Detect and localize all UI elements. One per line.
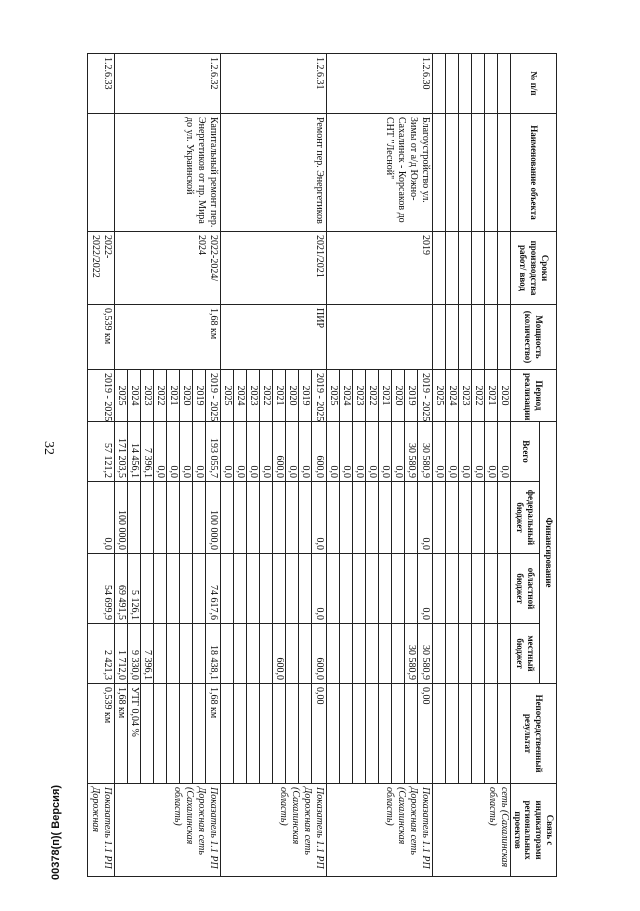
cell-federal: 100 000,0 — [205, 482, 220, 554]
cell-total: 0,0 — [298, 422, 311, 482]
cell-total: 0,0 — [365, 422, 378, 482]
cell-total: 0,0 — [326, 422, 339, 482]
cell-federal — [153, 482, 166, 554]
cell-period: 2022 — [259, 370, 272, 422]
cell-federal: 0,0 — [87, 482, 114, 554]
cell-local — [166, 624, 179, 684]
cell-federal — [365, 482, 378, 554]
cell-period: 2025 — [326, 370, 339, 422]
cell-total: 0,0 — [497, 422, 510, 482]
table-row: 2025 0,0 — [432, 54, 445, 877]
cell-num — [497, 54, 510, 114]
cell-result — [404, 684, 417, 784]
cell-regional — [391, 554, 404, 624]
cell-regional — [272, 554, 285, 624]
cell-period: 2023 — [140, 370, 153, 422]
cell-federal — [272, 482, 285, 554]
table-row — [497, 54, 510, 877]
cell-federal — [352, 482, 365, 554]
cell-local: 9 330,0 — [127, 624, 140, 684]
cell-federal: 0,0 — [417, 482, 432, 554]
cell-local — [153, 624, 166, 684]
cell-total: 14 456,1 — [127, 422, 140, 482]
cell-period: 2024 — [127, 370, 140, 422]
cell-local — [326, 624, 339, 684]
cell-period: 2024 — [339, 370, 352, 422]
col-header-num: № п/п — [510, 54, 556, 114]
cell-local: 1 712,0 — [114, 624, 127, 684]
cell-period: 2021 — [272, 370, 285, 422]
cell-result — [140, 684, 153, 784]
cell-total: 57 121,2 — [87, 422, 114, 482]
cell-local — [233, 624, 246, 684]
table-row: 2024 0,0 — [445, 54, 458, 877]
cell-capacity — [326, 305, 432, 370]
cell-local: 30 580,9 — [417, 624, 432, 684]
cell-regional: 74 617,6 — [205, 554, 220, 624]
cell-local — [259, 624, 272, 684]
cell-regional — [166, 554, 179, 624]
cell-period: 2023 — [246, 370, 259, 422]
cell-regional — [365, 554, 378, 624]
cell-total: 0,0 — [233, 422, 246, 482]
cell-result: УТГ 0,04 % — [127, 684, 140, 784]
cell-regional — [339, 554, 352, 624]
cell-result: 0,539 км — [87, 684, 114, 784]
cell-result: 1,68 км — [114, 684, 127, 784]
cell-regional: 54 699,9 — [87, 554, 114, 624]
col-header-result: Непосредственный результат — [510, 684, 556, 784]
cell-local: 600,0 — [272, 624, 285, 684]
cell-link: Показатель 1.1 РП Дорожная сеть (Сахалинская область) — [220, 784, 326, 877]
cell-result — [233, 684, 246, 784]
cell-federal — [246, 482, 259, 554]
cell-result — [326, 684, 339, 784]
cell-regional: 0,0 — [311, 554, 326, 624]
rotated-page-content — [57, 53, 557, 876]
cell-terms: 2022- 2022/2022 — [87, 232, 114, 305]
cell-total: 171 203,5 — [114, 422, 127, 482]
cell-terms: 2021/2021 — [220, 232, 326, 305]
cell-regional — [192, 554, 205, 624]
cell-regional: 69 491,5 — [114, 554, 127, 624]
cell-total: 0,0 — [352, 422, 365, 482]
cell-regional — [326, 554, 339, 624]
cell-period: 2019 - 2025 — [417, 370, 432, 422]
cell-federal — [339, 482, 352, 554]
cell-period: 2020 — [497, 370, 510, 422]
cell-total: 0,0 — [153, 422, 166, 482]
cell-link: Показатель 1.1 РП Дорожная — [87, 784, 114, 877]
cell-regional — [404, 554, 417, 624]
cell-period: 2019 — [298, 370, 311, 422]
cell-result — [179, 684, 192, 784]
cell-total: 0,0 — [259, 422, 272, 482]
cell-period: 2020 — [179, 370, 192, 422]
cell-result — [259, 684, 272, 784]
cell-result — [298, 684, 311, 784]
cell-federal — [285, 482, 298, 554]
cell-federal — [220, 482, 233, 554]
cell-local — [246, 624, 259, 684]
cell-capacity: 1,68 км — [114, 305, 220, 370]
cell-period: 2024 — [233, 370, 246, 422]
cell-period: 2020 — [391, 370, 404, 422]
cell-federal — [179, 482, 192, 554]
cell-regional — [259, 554, 272, 624]
cell-link: Показатель 1.1 РП Дорожная сеть (Сахалинская область) — [326, 784, 432, 877]
table-row: 2023 0,0 — [458, 54, 471, 877]
cell-regional — [378, 554, 391, 624]
cell-local — [497, 624, 510, 684]
cell-local: 30 580,9 — [404, 624, 417, 684]
cell-period: 2025 — [114, 370, 127, 422]
table-row — [311, 54, 326, 877]
cell-result — [339, 684, 352, 784]
cell-federal — [404, 482, 417, 554]
col-header-local: местный бюджет — [510, 624, 540, 684]
cell-name — [87, 114, 114, 232]
cell-local: 7 396,1 — [140, 624, 153, 684]
cell-num: 1.2.6.33 — [87, 54, 114, 114]
cell-total: 193 055,7 — [205, 422, 220, 482]
cell-regional — [140, 554, 153, 624]
cell-regional: 5 126,1 — [127, 554, 140, 624]
cell-result — [272, 684, 285, 784]
cell-capacity: ПИР — [220, 305, 326, 370]
cell-total: 0,0 — [179, 422, 192, 482]
cell-regional — [153, 554, 166, 624]
cell-total: 0,0 — [166, 422, 179, 482]
table-row — [87, 54, 114, 877]
cell-name: Ремонт пер. Энергетиков — [220, 114, 326, 232]
cell-name — [497, 114, 510, 232]
cell-total: 0,0 — [285, 422, 298, 482]
cell-result — [246, 684, 259, 784]
cell-federal — [127, 482, 140, 554]
table-row: 2022 0,0 — [471, 54, 484, 877]
cell-federal — [298, 482, 311, 554]
cell-local — [285, 624, 298, 684]
col-header-name: Наименование объекта — [510, 114, 556, 232]
cell-link: Показатель 1.1 РП Дорожная сеть (Сахалинская область) — [114, 784, 220, 877]
cell-capacity: 0,539 км — [87, 305, 114, 370]
cell-regional — [298, 554, 311, 624]
cell-period: 2019 — [192, 370, 205, 422]
cell-federal — [259, 482, 272, 554]
cell-regional — [179, 554, 192, 624]
cell-local — [339, 624, 352, 684]
cell-terms — [497, 232, 510, 305]
cell-federal — [233, 482, 246, 554]
cell-federal: 0,0 — [311, 482, 326, 554]
cell-regional — [352, 554, 365, 624]
cell-federal — [326, 482, 339, 554]
col-header-regional: областной бюджет — [510, 554, 540, 624]
cell-period: 2019 - 2025 — [311, 370, 326, 422]
cell-total: 600,0 — [311, 422, 326, 482]
cell-local: 600,0 — [311, 624, 326, 684]
cell-period: 2022 — [365, 370, 378, 422]
cell-result: 0,00 — [417, 684, 432, 784]
cell-result — [220, 684, 233, 784]
cell-period: 2020 — [285, 370, 298, 422]
cell-regional — [246, 554, 259, 624]
cell-total: 0,0 — [378, 422, 391, 482]
cell-result — [365, 684, 378, 784]
page-number: 32 — [41, 441, 56, 455]
cell-federal — [497, 482, 510, 554]
cell-period: 2021 — [378, 370, 391, 422]
cell-total: 30 580,9 — [417, 422, 432, 482]
cell-period: 2019 - 2025 — [205, 370, 220, 422]
cell-regional — [220, 554, 233, 624]
cell-result — [153, 684, 166, 784]
col-header-link: Связь с индикаторами региональных проектов — [510, 784, 556, 877]
cell-federal — [378, 482, 391, 554]
col-header-period: Период реализации — [510, 370, 556, 422]
cell-local — [192, 624, 205, 684]
cell-num: 1.2.6.30 — [326, 54, 432, 114]
cell-result — [391, 684, 404, 784]
cell-result: 0,00 — [311, 684, 326, 784]
cell-total: 30 580,9 — [404, 422, 417, 482]
col-header-financing: Финансирование — [540, 422, 557, 684]
cell-result — [285, 684, 298, 784]
cell-local — [298, 624, 311, 684]
cell-result — [352, 684, 365, 784]
cell-local: 18 438,1 — [205, 624, 220, 684]
table-header-row — [540, 54, 557, 877]
cell-result — [192, 684, 205, 784]
cell-capacity — [497, 305, 510, 370]
col-header-terms: Сроки производства работ/ ввод — [510, 232, 556, 305]
cell-local — [391, 624, 404, 684]
cell-local — [352, 624, 365, 684]
cell-result — [497, 684, 510, 784]
objects-body — [87, 54, 432, 877]
cell-num: 1.2.6.32 — [114, 54, 220, 114]
cell-local — [365, 624, 378, 684]
cell-regional — [497, 554, 510, 624]
cell-local — [220, 624, 233, 684]
cell-federal — [166, 482, 179, 554]
cell-period: 2019 — [404, 370, 417, 422]
cell-period: 2023 — [352, 370, 365, 422]
footer-text: 00378(п)( Версия) — [50, 784, 62, 880]
cell-regional: 0,0 — [417, 554, 432, 624]
table-row: 2021 0,0 — [484, 54, 497, 877]
cell-federal — [391, 482, 404, 554]
cell-period: 2022 — [153, 370, 166, 422]
table-row — [205, 54, 220, 877]
col-header-total: Всего — [510, 422, 540, 482]
cell-total: 0,0 — [220, 422, 233, 482]
cell-link-continued: сеть (Сахалинская область) — [432, 784, 510, 877]
cell-total: 0,0 — [192, 422, 205, 482]
cell-federal — [140, 482, 153, 554]
cell-result — [166, 684, 179, 784]
cell-federal: 100 000,0 — [114, 482, 127, 554]
cell-terms: 2022-2024/ 2024 — [114, 232, 220, 305]
cell-period: 2025 — [220, 370, 233, 422]
cell-terms: 2019 — [326, 232, 432, 305]
cell-name: Благоустройство ул. Зимы от а/д Южно-Сахалинск - Корсаков до СНТ "Лесной" — [326, 114, 432, 232]
cell-federal — [192, 482, 205, 554]
cell-total: 0,0 — [246, 422, 259, 482]
col-header-capacity: Мощность (количество) — [510, 305, 556, 370]
cell-total: 0,0 — [391, 422, 404, 482]
financing-table — [87, 53, 557, 877]
cell-local: 2 421,3 — [87, 624, 114, 684]
cell-regional — [233, 554, 246, 624]
cell-result: 1,68 км — [205, 684, 220, 784]
table-body — [432, 54, 510, 877]
cell-total: 0,0 — [339, 422, 352, 482]
cell-result — [378, 684, 391, 784]
col-header-federal: федеральный бюджет — [510, 482, 540, 554]
cell-regional — [285, 554, 298, 624]
table-row — [417, 54, 432, 877]
cell-total: 600,0 — [272, 422, 285, 482]
cell-name: Капитальный ремонт пер. Энергетиков от пр. Мира до ул. Украинской — [114, 114, 220, 232]
cell-num: 1.2.6.31 — [220, 54, 326, 114]
cell-period: 2019 - 2025 — [87, 370, 114, 422]
cell-local — [179, 624, 192, 684]
cell-local — [378, 624, 391, 684]
cell-period: 2021 — [166, 370, 179, 422]
cell-total: 7 396,1 — [140, 422, 153, 482]
